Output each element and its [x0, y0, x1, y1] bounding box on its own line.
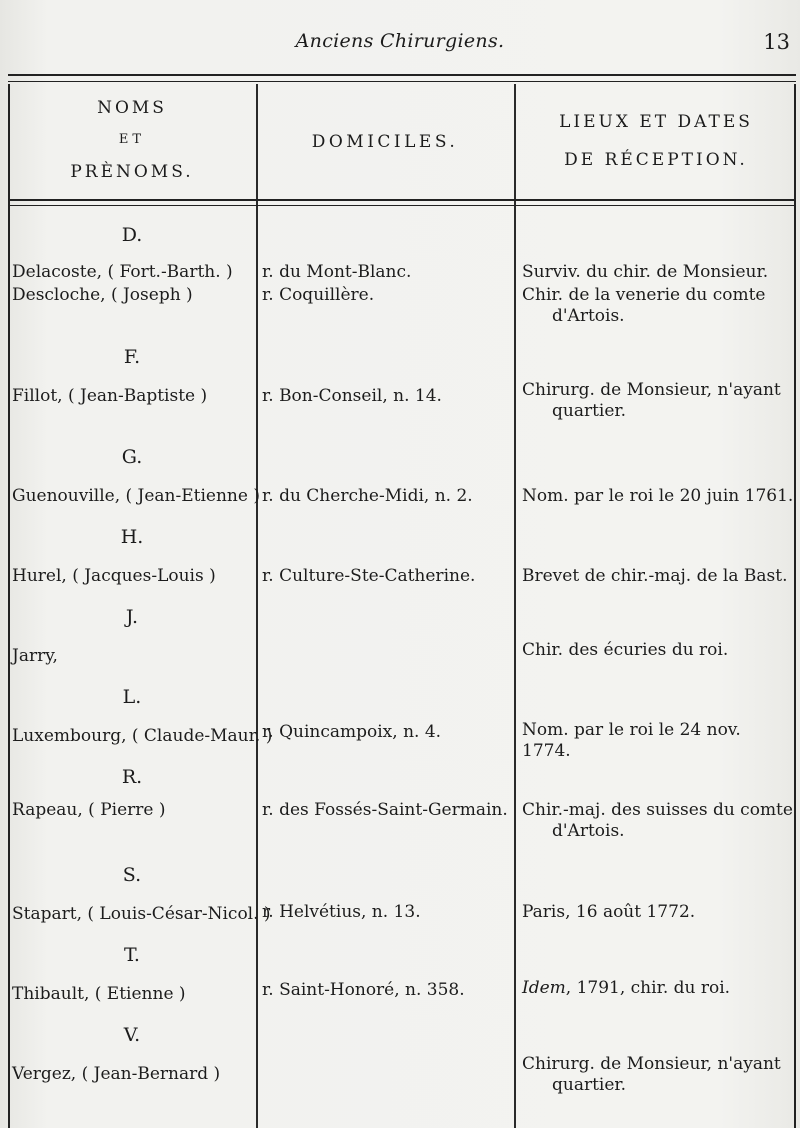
reception-text: Chirurg. de Monsieur, n'ayant: [522, 380, 781, 400]
section-letter: J.: [125, 606, 139, 628]
section-letter: T.: [124, 944, 140, 966]
header-noms: [10, 92, 254, 188]
table-row-reception: [522, 262, 794, 283]
table-row-domicile: r. des Fossés-Saint-Germain.: [262, 800, 508, 820]
section-letter: H.: [120, 526, 144, 548]
table-row-domicile: r. Culture-Ste-Catherine.: [262, 566, 476, 586]
table-row-domicile: r. Quincampoix, n. 4.: [262, 722, 442, 742]
table-row-domicile: r. Helvétius, n. 13.: [262, 902, 421, 922]
reception-text: Chir. des écuries du roi.: [522, 640, 729, 660]
column-divider: [514, 84, 516, 1128]
reception-text: Brevet de chir.-maj. de la Bast.: [522, 566, 788, 586]
table-row-domicile: r. du Mont-Blanc.: [262, 262, 412, 282]
table-row-name: Thibault, ( Etienne ): [12, 984, 186, 1004]
header-noms-line: NOMS: [97, 98, 167, 118]
header-noms-line: PRÈNOMS.: [70, 162, 194, 182]
table-row-name: Guenouville, ( Jean-Etienne ): [12, 486, 260, 506]
reception-continuation: quartier.: [552, 401, 627, 421]
header-double-rule: [8, 199, 796, 206]
table-row-name: Delacoste, ( Fort.-Barth. ): [12, 262, 233, 282]
top-double-rule: [8, 74, 796, 82]
reception-continuation: quartier.: [552, 1075, 627, 1095]
table-row-reception: [522, 800, 794, 842]
section-letter: F.: [123, 346, 141, 368]
reception-text: Chir.-maj. des suisses du comte: [522, 800, 793, 820]
table-row-domicile: r. Bon-Conseil, n. 14.: [262, 386, 442, 406]
table-row-name: Fillot, ( Jean-Baptiste ): [12, 386, 208, 406]
table-row-name: Descloche, ( Joseph ): [12, 285, 193, 305]
table-row-reception: [522, 640, 794, 661]
section-letter: L.: [122, 686, 142, 708]
section-letter: V.: [123, 1024, 141, 1046]
section-letter: S.: [122, 864, 142, 886]
header-lieux-line: DE RÉCEPTION.: [564, 150, 748, 170]
column-divider: [256, 84, 258, 1128]
table-row-reception: [522, 720, 794, 762]
reception-text: Surviv. du chir. de Monsieur.: [522, 262, 769, 282]
header-domiciles: DOMICILES.: [311, 132, 459, 152]
table-row-name: Hurel, ( Jacques-Louis ): [12, 566, 216, 586]
section-letter: R.: [121, 766, 143, 788]
table-row-reception: [522, 566, 794, 587]
reception-text: , 1791, chir. du roi.: [565, 978, 731, 998]
table-row-name: Luxembourg, ( Claude-Maur. ): [12, 726, 273, 746]
table-row-domicile: r. Coquillère.: [262, 285, 375, 305]
reception-text: Nom. par le roi le 20 juin 1761.: [522, 486, 794, 506]
table-row-reception: [522, 1054, 794, 1096]
page-number: 13: [763, 30, 790, 54]
reception-continuation: d'Artois.: [552, 821, 625, 841]
table-row-name: Jarry,: [12, 646, 58, 666]
header-noms-line: ET: [118, 132, 146, 147]
table-row-name: Vergez, ( Jean-Bernard ): [12, 1064, 221, 1084]
header-lieux: [516, 103, 796, 179]
reception-text: Chir. de la venerie du comte: [522, 285, 766, 305]
table-row-reception: [522, 486, 794, 507]
reception-idem: Idem: [522, 978, 566, 998]
table-row-reception: [522, 380, 794, 422]
table-row-reception: [522, 902, 794, 923]
reception-text: Paris, 16 août 1772.: [522, 902, 696, 922]
section-letter: D.: [121, 224, 143, 246]
table-row-reception: [522, 978, 794, 999]
table-row-domicile: r. du Cherche-Midi, n. 2.: [262, 486, 473, 506]
header-lieux-line: LIEUX ET DATES: [559, 112, 753, 132]
reception-text: Nom. par le roi le 24 nov. 1774.: [522, 720, 741, 761]
section-letter: G.: [121, 446, 143, 468]
table-row-name: Stapart, ( Louis-César-Nicol. ): [12, 904, 271, 924]
running-title: Anciens Chirurgiens.: [295, 30, 505, 52]
reception-continuation: d'Artois.: [552, 306, 625, 326]
reception-text: Chirurg. de Monsieur, n'ayant: [522, 1054, 781, 1074]
table-row-reception: [522, 285, 794, 327]
table-row-name: Rapeau, ( Pierre ): [12, 800, 166, 820]
table-row-domicile: r. Saint-Honoré, n. 358.: [262, 980, 465, 1000]
